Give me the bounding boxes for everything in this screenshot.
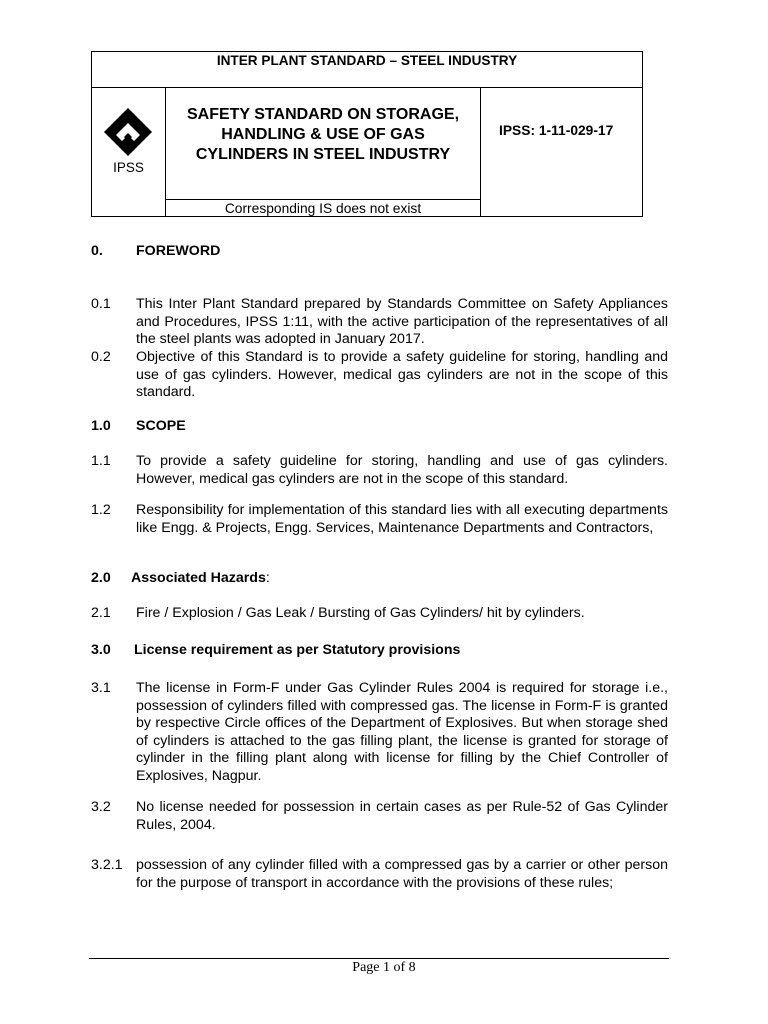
title-cell bbox=[166, 88, 481, 200]
section-text: No license needed for possession in certain cases as per Rule-52 of Gas Cylinder Rules, 2004. bbox=[136, 799, 668, 833]
section-number: 1.2 bbox=[91, 502, 111, 518]
header-top-title: INTER PLANT STANDARD – STEEL INDUSTRY bbox=[216, 53, 518, 68]
ipss-logo-icon bbox=[102, 106, 154, 158]
document-title bbox=[166, 105, 480, 165]
section-number: 3.2.1 bbox=[91, 857, 123, 873]
section-heading: SCOPE bbox=[136, 418, 186, 434]
section-text: Fire / Explosion / Gas Leak / Bursting of Gas Cylinders/ hit by cylinders. bbox=[136, 605, 585, 621]
section-number: 1.0 bbox=[91, 418, 111, 434]
section-scope bbox=[91, 418, 668, 436]
section-text: To provide a safety guideline for storing, handling and use of gas cylinders. However, medical gas cylinders are not in the scope of this standard. bbox=[136, 453, 668, 487]
section-text: Responsibility for implementation of this standard lies with all executing departments like Engg. & Projects, Engg. Services, Maintenance Departments and Contractors, bbox=[136, 502, 668, 536]
footer-rule bbox=[89, 958, 669, 959]
heading-colon: : bbox=[265, 570, 270, 586]
section-number: 2.1 bbox=[91, 605, 111, 621]
section-foreword bbox=[91, 243, 668, 261]
document-header-table bbox=[91, 51, 643, 217]
section-heading: Associated Hazards bbox=[131, 570, 266, 586]
section-text: The license in Form-F under Gas Cylinder Rules 2004 is required for storage i.e., possession of cylinders filled with compressed gas. The license in Form-F is granted by respective Circle offices of the Department of Explosives. But when storage shed of cylinders is attached to the gas filling plant, the license is granted for storage of cylinder in the filling plant along with license for filling by the Chief Controller of Explosives, Nagpur. bbox=[136, 680, 668, 784]
section-heading: FOREWORD bbox=[136, 243, 221, 259]
code-cell bbox=[481, 88, 643, 217]
section-number: 2.0 bbox=[91, 570, 111, 586]
section-0-2 bbox=[91, 349, 668, 402]
section-number: 0.1 bbox=[91, 296, 111, 312]
section-1-2 bbox=[91, 502, 668, 537]
section-license-requirement bbox=[91, 642, 668, 660]
section-number: 1.1 bbox=[91, 453, 111, 469]
section-heading: License requirement as per Statutory provisions bbox=[134, 642, 461, 658]
section-number: 0.2 bbox=[91, 349, 111, 365]
section-1-1 bbox=[91, 453, 668, 488]
section-3-2-1 bbox=[91, 857, 668, 892]
standard-code: IPSS: 1-11-029-17 bbox=[499, 123, 614, 138]
logo-label: IPSS bbox=[113, 160, 144, 175]
section-number: 0. bbox=[91, 243, 103, 259]
title-line-3: CYLINDERS IN STEEL INDUSTRY bbox=[195, 146, 451, 163]
section-text: Objective of this Standard is to provide a safety guideline for storing, handling and use of gas cylinders. However, medical gas cylinders are not in the scope of this standard. bbox=[136, 349, 668, 400]
section-associated-hazards bbox=[91, 570, 668, 588]
section-3-1 bbox=[91, 680, 668, 785]
section-text: possession of any cylinder filled with a compressed gas by a carrier or other person for the purpose of transport in accordance with the provisions of these rules; bbox=[136, 857, 668, 891]
section-2-1 bbox=[91, 605, 668, 623]
corresponding-is-note: Corresponding IS does not exist bbox=[166, 200, 481, 217]
section-number: 3.2 bbox=[91, 799, 111, 815]
logo-cell bbox=[92, 88, 166, 217]
page-number: Page 1 of 8 bbox=[352, 960, 416, 975]
section-0-1 bbox=[91, 296, 668, 349]
section-text: This Inter Plant Standard prepared by Standards Committee on Safety Appliances and Procedures, IPSS 1:11, with the active participation of the representatives of all the steel plants was adopted in January 2017. bbox=[136, 296, 668, 347]
section-number: 3.1 bbox=[91, 680, 111, 696]
title-line-2: HANDLING & USE OF GAS bbox=[221, 126, 425, 143]
header-top-row bbox=[92, 52, 642, 88]
section-number: 3.0 bbox=[91, 642, 111, 658]
section-3-2 bbox=[91, 799, 668, 834]
title-line-1: SAFETY STANDARD ON STORAGE, bbox=[186, 106, 460, 123]
